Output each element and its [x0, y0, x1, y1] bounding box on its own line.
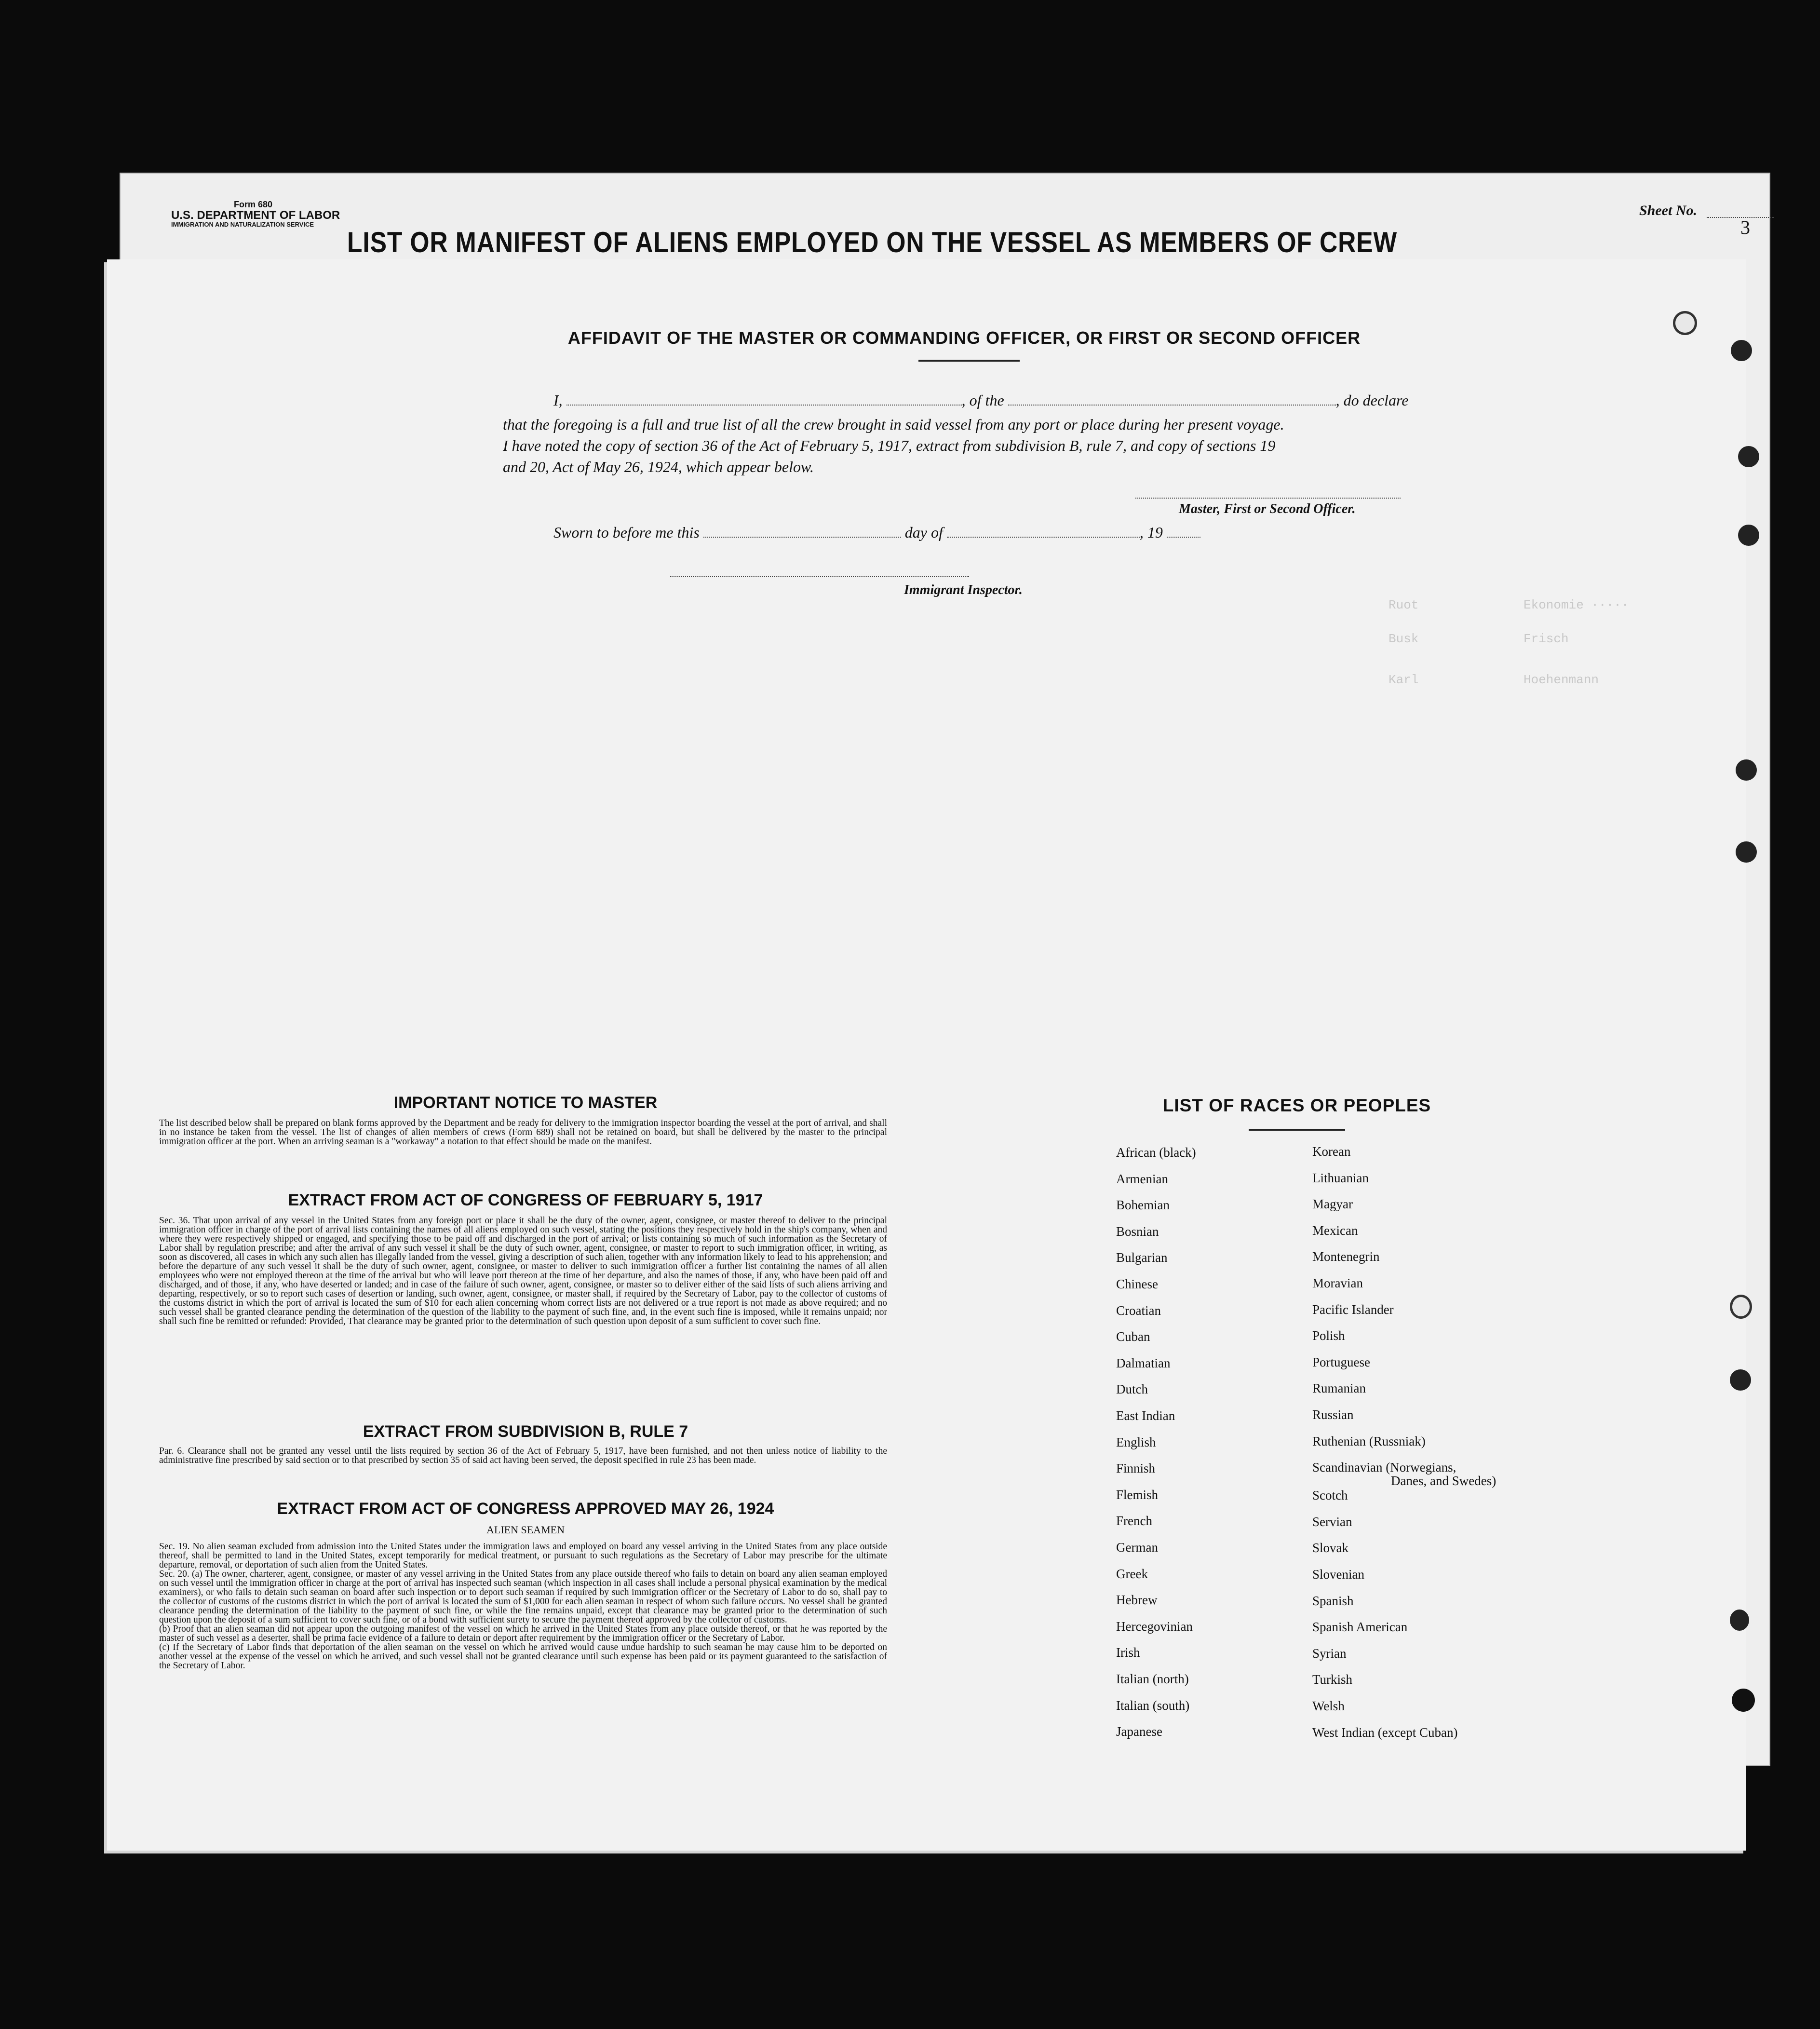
- race-item: Irish: [1116, 1645, 1140, 1660]
- binder-hole: [1738, 525, 1759, 546]
- race-item: Danes, and Swedes): [1391, 1474, 1496, 1488]
- binder-hole: [1730, 1610, 1749, 1631]
- declaration-line-1: [553, 392, 1408, 409]
- race-item: Greek: [1116, 1566, 1148, 1581]
- sworn-label: Sworn to before me this: [553, 524, 700, 541]
- form-header: [171, 200, 340, 228]
- race-item: Moravian: [1312, 1276, 1363, 1290]
- race-item: West Indian (except Cuban): [1312, 1725, 1458, 1740]
- binder-hole: [1738, 446, 1759, 467]
- extract-1917-heading: EXTRACT FROM ACT OF CONGRESS OF FEBRUARY 5, 1917: [288, 1191, 763, 1209]
- sec19-text: Sec. 19. No alien seaman excluded from admission into the United States under the immigration laws and employed on board any vessel arriving in the United States from any place outside thereof, shall be permitted to land in the United States, except temporarily for medical treatment, or pursuant to such regulations as the Secretary of Labor may prescribe for the ultimate departure, removal, or deportation of such alien from the United States.: [159, 1542, 887, 1570]
- do-declare-label: , do declare: [1335, 392, 1409, 409]
- race-item: Rumanian: [1312, 1381, 1366, 1396]
- binder-hole: [1736, 841, 1757, 863]
- declarant-name-field[interactable]: [566, 405, 962, 406]
- sec20b-text: (b) Proof that an alien seaman did not appear upon the outgoing manifest of the vessel on which he arrived in the United States from any place outside thereof, or that he was reported by the master of such vessel as a deserter, shall be prima facie evidence of a failure to detain or deport after requirement by the immigration officer or the Secretary of Labor.: [159, 1624, 887, 1643]
- race-item: African (black): [1116, 1145, 1196, 1160]
- binder-hole: [1730, 1295, 1752, 1319]
- extract-1924-body: [159, 1542, 887, 1670]
- bleed-through-mark: Busk: [1389, 632, 1419, 646]
- race-item: Pacific Islander: [1312, 1302, 1394, 1317]
- race-item: Turkish: [1312, 1672, 1353, 1687]
- race-item: Polish: [1312, 1328, 1345, 1343]
- race-item: Welsh: [1312, 1699, 1345, 1713]
- manifest-title: LIST OR MANIFEST OF ALIENS EMPLOYED ON THE VESSEL AS MEMBERS OF CREW: [347, 226, 1398, 258]
- affidavit-title: AFFIDAVIT OF THE MASTER OR COMMANDING OFFICER, OR FIRST OR SECOND OFFICER: [567, 328, 1361, 348]
- declaration-line-3: I have noted the copy of section 36 of the Act of February 5, 1917, extract from subdivision B, rule 7, and copy of sections 19: [503, 437, 1276, 454]
- signature-caption: Master, First or Second Officer.: [1179, 501, 1356, 516]
- inspector-signature-line[interactable]: [670, 576, 969, 577]
- race-item: Bosnian: [1116, 1224, 1159, 1239]
- binder-hole: [1673, 311, 1697, 335]
- race-item: Italian (south): [1116, 1698, 1190, 1713]
- department-name: U.S. DEPARTMENT OF LABOR: [171, 208, 340, 222]
- race-item: Montenegrin: [1312, 1249, 1380, 1264]
- sec20a-text: Sec. 20. (a) The owner, charterer, agent, consignee, or master of any vessel arriving in the United States from any place outside thereof who fails to detain on board any alien seaman employed on such vessel until the immigration officer in charge at the port of arrival has inspected such seaman (which inspection in all cases shall include a personal physical examination by the medical examiners), or who fails to detain such seaman on board after such inspection or to deport such seaman if required by such immigration officer or the Secretary of Labor to do so, shall pay to the collector of customs of the customs district in which the port of arrival is located the sum of $1,000 for each alien seaman in respect of whom such failure occurs. No vessel shall be granted clearance pending the determination of the liability to the payment of such fine, or while the fine remains unpaid, except that clearance may be granted prior to the determination of such question upon the deposit of a sum sufficient to cover such fine, or of a bond with sufficient surety to secure the payment thereof approved by the collector of customs.: [159, 1569, 887, 1625]
- form-number: Form 680: [234, 200, 273, 209]
- race-item: Russian: [1312, 1407, 1354, 1422]
- race-item: French: [1116, 1514, 1152, 1529]
- race-item: Japanese: [1116, 1724, 1162, 1739]
- race-item: Scotch: [1312, 1488, 1348, 1503]
- sworn-year-field[interactable]: [1167, 537, 1200, 538]
- race-item: Cuban: [1116, 1329, 1150, 1344]
- race-item: Ruthenian (Russniak): [1312, 1434, 1426, 1448]
- race-item: Hercegovinian: [1116, 1619, 1193, 1634]
- i-label: I,: [553, 392, 563, 409]
- affidavit-rule: [918, 360, 1020, 362]
- bleed-through-mark: Frisch: [1523, 632, 1569, 646]
- race-item: Spanish American: [1312, 1620, 1408, 1635]
- race-item: Magyar: [1312, 1197, 1353, 1212]
- race-item: Mexican: [1312, 1223, 1358, 1238]
- extract-1917-body: Sec. 36. That upon arrival of any vessel in the United States from any foreign port or place it shall be the duty of the owner, agent, consignee, or master thereof to deliver to the principal immigration officer in charge of the port of arrival lists containing the names of all aliens employed on such vessel, stating the positions they respectively hold in the ship's company, when and where they were respectively shipped or engaged, and specifying those to be paid off and discharged in the port of arrival; or lists containing so much of such information as the Secretary of Labor shall by regulation prescribe; and after the arrival of any such vessel it shall be the duty of such owner, agent, consignee, or master to report to such immigration officer, in writing, as soon as discovered, all cases in which any such alien has illegally landed from the vessel, giving a description of such alien, together with any information likely to lead to his apprehension; and before the departure of any such vessel it shall be the duty of such owner, agent, consignee, or master to deliver to such immigration officer a further list containing the names of all alien employees who were not employed thereon at the time of the arrival but who will leave port thereon at the time of her departure, and also the names of those, if any, who have been paid off and discharged, and of those, if any, who have deserted or landed; and in case of the failure of such owner, agent, consignee, or master so to deliver either of the said lists of such aliens arriving and departing, respectively, or so to report such cases of desertion or landing, such owner, agent, consignee, or master shall, if required by the Secretary of Labor, pay to the collector of customs of the customs district in which the port of arrival is located the sum of $10 for each alien concerning whom correct lists are not delivered or a true report is not made as above required; and no such vessel shall be granted clearance pending the determination of the question of the liability to the payment of such fine, and, in the event such fine is imposed, while it remains unpaid; nor shall such fine be remitted or refunded: Provided, That clearance may be granted prior to the determination of such question upon deposit of a sum sufficient to cover such fine.: [159, 1216, 887, 1326]
- sworn-day-field[interactable]: [703, 537, 901, 538]
- race-item: Finnish: [1116, 1461, 1156, 1476]
- notice-body: The list described below shall be prepared on blank forms approved by the Department and be ready for delivery to the immigration inspector boarding the vessel at the port of arrival, and shall in no instance be taken from the vessel. The list of changes of alien members of crews (Form 689) shall not be retained on board, but shall be delivered by the master to the principal immigration officer at the port. When an arriving seaman is a "workaway" a notation to that effect should be made on the manifest.: [159, 1118, 887, 1147]
- binder-hole: [1730, 1369, 1751, 1391]
- race-item: Dalmatian: [1116, 1355, 1171, 1370]
- bleed-through-mark: Ruot: [1389, 598, 1419, 612]
- race-item: Servian: [1312, 1514, 1352, 1529]
- sec20c-text: (c) If the Secretary of Labor finds that deportation of the alien seaman on the vessel on which he arrived would cause undue hardship to such seaman he may cause him to be deported on another vessel at the expense of the vessel on which he arrived, and such vessel shall not be granted clearance until such expense has been paid or its payment guaranteed to the satisfaction of the Secretary of Labor.: [159, 1642, 887, 1671]
- race-item: Croatian: [1116, 1303, 1161, 1318]
- race-item: Flemish: [1116, 1487, 1159, 1502]
- binder-hole: [1736, 759, 1757, 781]
- race-item: Scandinavian (Norwegians,: [1312, 1460, 1456, 1475]
- race-item: East Indian: [1116, 1408, 1175, 1423]
- bleed-through-mark: Hoehenmann: [1523, 673, 1599, 687]
- service-name: IMMIGRATION AND NATURALIZATION SERVICE: [171, 221, 314, 229]
- race-item: Korean: [1312, 1144, 1351, 1159]
- races-heading: LIST OF RACES OR PEOPLES: [1162, 1096, 1431, 1115]
- signature-line[interactable]: [1135, 498, 1401, 499]
- bleed-through-mark: Ekonomie ·····: [1523, 598, 1629, 612]
- alien-seamen-subheading: ALIEN SEAMEN: [486, 1524, 565, 1536]
- extract-1924-heading: EXTRACT FROM ACT OF CONGRESS APPROVED MAY 26, 1924: [277, 1500, 774, 1518]
- declaration-line-2: that the foregoing is a full and true list of all the crew brought in said vessel from any port or place during her present voyage.: [503, 416, 1284, 433]
- binder-hole: [1731, 340, 1752, 361]
- of-the-label: , of the: [961, 392, 1004, 409]
- rule7-heading: EXTRACT FROM SUBDIVISION B, RULE 7: [363, 1422, 688, 1441]
- sworn-line: [553, 524, 1200, 541]
- race-item: German: [1116, 1540, 1158, 1555]
- day-of-label: day of: [904, 524, 943, 541]
- race-item: Chinese: [1116, 1277, 1158, 1291]
- race-item: Italian (north): [1116, 1672, 1189, 1686]
- race-item: Syrian: [1312, 1646, 1347, 1661]
- vessel-name-field[interactable]: [1008, 405, 1336, 406]
- sheet-number-value: 3: [1740, 216, 1750, 238]
- year-prefix: , 19: [1139, 524, 1163, 541]
- bleed-through-mark: Karl: [1389, 673, 1419, 687]
- notice-heading: IMPORTANT NOTICE TO MASTER: [393, 1094, 658, 1112]
- sheet-number-label: Sheet No.: [1639, 203, 1697, 218]
- sworn-month-field[interactable]: [947, 537, 1140, 538]
- race-item: Slovenian: [1312, 1567, 1364, 1582]
- race-item: Slovak: [1312, 1541, 1349, 1556]
- race-item: Armenian: [1116, 1171, 1168, 1186]
- rule7-body: Par. 6. Clearance shall not be granted any vessel until the lists required by section 36 of the Act of February 5, 1917, have been furnished, and not then unless notice of liability to the administrative fine prescribed by said section or to that prescribed by section 35 of said act having been served, the deposit specified in rule 23 has been made.: [159, 1446, 887, 1465]
- race-item: Dutch: [1116, 1382, 1148, 1397]
- inspector-caption: Immigrant Inspector.: [904, 582, 1023, 597]
- binder-hole: [1732, 1689, 1755, 1712]
- races-rule: [1249, 1129, 1345, 1131]
- race-item: Lithuanian: [1312, 1170, 1369, 1185]
- race-item: Bohemian: [1116, 1198, 1170, 1213]
- declaration-line-4: and 20, Act of May 26, 1924, which appear below.: [503, 458, 814, 475]
- race-item: Portuguese: [1312, 1354, 1370, 1369]
- race-item: English: [1116, 1434, 1156, 1449]
- race-item: Bulgarian: [1116, 1250, 1168, 1265]
- race-item: Spanish: [1312, 1593, 1354, 1608]
- race-item: Hebrew: [1116, 1593, 1158, 1608]
